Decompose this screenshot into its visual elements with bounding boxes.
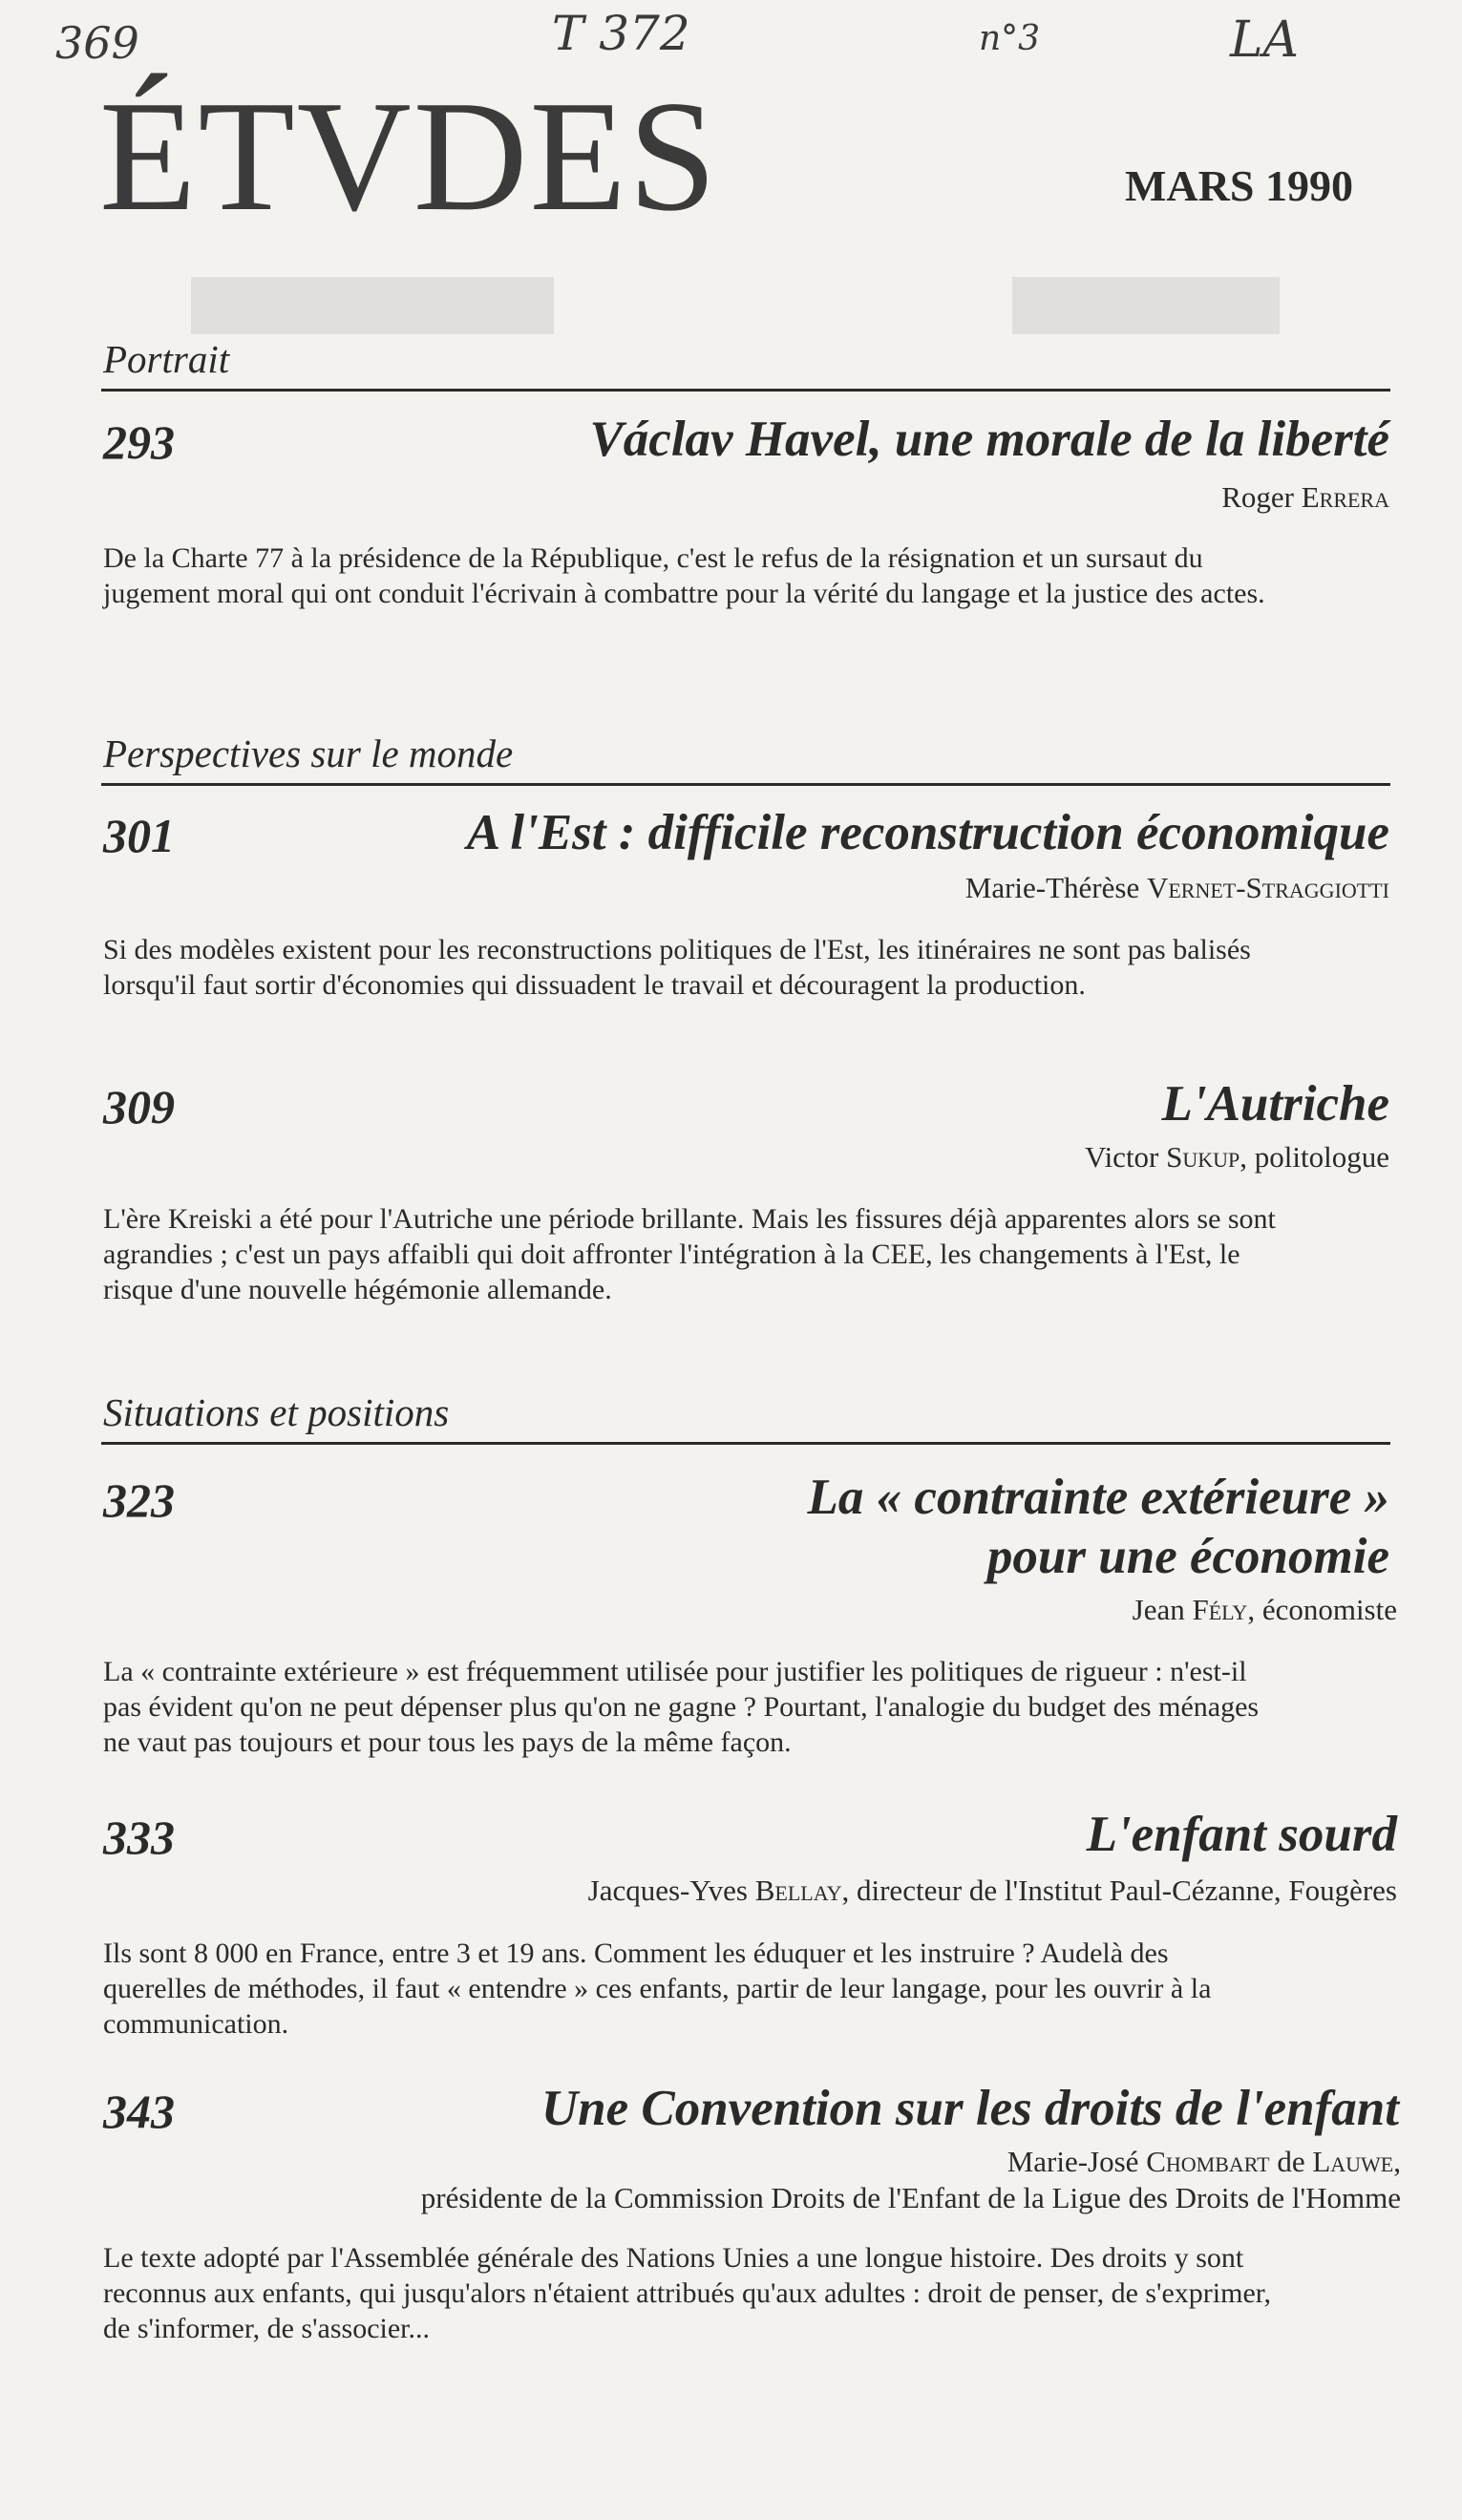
section-rubric: Portrait xyxy=(103,337,230,381)
article-summary: L'ère Kreiski a été pour l'Autriche une période brillante. Mais les fissures déjà apparentes alors se sont agrandies ; c'est un pays affaibli qui doit affronter l'intégration à la CEE, les changements à l'Est, le risque d'une nouvelle hégémonie allemande. xyxy=(103,1203,1276,1305)
author-first-name: Jean xyxy=(1132,1593,1185,1626)
article-summary: De la Charte 77 à la présidence de la République, c'est le refus de la résignation et un sursaut du jugement moral qui ont conduit l'écrivain à combattre pour la vérité du langage et la justice des actes. xyxy=(103,542,1265,609)
author-last-name: Errera xyxy=(1301,480,1389,514)
author-last-name: Lauwe xyxy=(1312,2145,1394,2178)
author-last-name: Bellay xyxy=(754,1874,842,1907)
article-summary: Le texte adopté par l'Assemblée générale des Nations Unies a une longue histoire. Des droits y sont reconnus aux enfants, qui jusqu'alors n'étaient attribués qu'aux adultes : droit de penser, de s'exprimer, de s'informer, de s'associer... xyxy=(103,2242,1272,2344)
bleed-through-block xyxy=(1012,277,1280,334)
article-summary: La « contrainte extérieure » est fréquemment utilisée pour justifier les politiques de rigueur : n'est-il pas évident qu'on ne peut dépenser plus qu'on ne gagne ? Pourtant, l'analogie du budget des ménages ne vaut pas toujours et pour tous les pays de la même façon. xyxy=(103,1656,1260,1758)
author-first-name: Marie-José xyxy=(1006,2145,1139,2178)
article-title-line-1: La « contrainte extérieure » xyxy=(807,1470,1389,1525)
article-author xyxy=(588,1874,1397,1908)
article-title-line-2: pour une économie xyxy=(986,1529,1389,1584)
handwritten-note: 369 xyxy=(55,17,139,69)
article-author xyxy=(965,871,1389,905)
author-first-name: Marie-Thérèse xyxy=(964,871,1140,904)
section-rule xyxy=(101,389,1390,392)
author-suffix: , xyxy=(1393,2145,1401,2178)
article-author xyxy=(1133,1593,1397,1627)
section-rule xyxy=(101,783,1390,786)
author-last-name: Fély xyxy=(1192,1593,1248,1626)
section-rubric: Situations et positions xyxy=(103,1390,450,1434)
author-suffix: , politologue xyxy=(1240,1140,1389,1174)
article-title: Václav Havel, une morale de la liberté xyxy=(589,412,1389,467)
article-author xyxy=(1221,480,1389,515)
article-title: L'Autriche xyxy=(1161,1076,1389,1132)
author-suffix: , directeur de l'Institut Paul-Cézanne, Fougères xyxy=(841,1874,1397,1907)
author-last-name: Vernet-Straggiotti xyxy=(1146,871,1389,904)
issue-date: MARS 1990 xyxy=(1125,161,1353,210)
article-author xyxy=(1085,1140,1389,1175)
article-page-number: 343 xyxy=(103,2085,175,2138)
article-summary: Si des modèles existent pour les reconstructions politiques de l'Est, les itinéraires ne sont pas balisés lorsqu'il faut sortir d'économies qui dissuadent le travail et découragent la production. xyxy=(103,934,1251,1001)
article-page-number: 301 xyxy=(103,809,175,862)
author-particle: de xyxy=(1277,2145,1305,2178)
author-suffix: , économiste xyxy=(1247,1593,1397,1626)
article-page-number: 323 xyxy=(103,1473,175,1527)
journal-title: ÉTVDES xyxy=(99,68,719,244)
author-first-name: Roger xyxy=(1221,480,1294,514)
author-role: présidente de la Commission Droits de l'Enfant de la Ligue des Droits de l'Homme xyxy=(420,2181,1401,2214)
handwritten-note: n°3 xyxy=(979,19,1041,58)
author-last-name: Chombart xyxy=(1146,2145,1270,2178)
article-page-number: 293 xyxy=(103,415,175,469)
article-page-number: 309 xyxy=(103,1080,175,1133)
article-summary: Ils sont 8 000 en France, entre 3 et 19 ans. Comment les éduquer et les instruire ? Audelà des querelles de méthodes, il faut « entendre » ces enfants, partir de leur langage, pour les ouvrir à la communication. xyxy=(103,1938,1212,2040)
bleed-through-block xyxy=(191,277,554,334)
article-title: Une Convention sur les droits de l'enfant xyxy=(540,2081,1399,2136)
section-rubric: Perspectives sur le monde xyxy=(103,731,514,775)
section-rule xyxy=(101,1442,1390,1445)
article-page-number: 333 xyxy=(103,1811,175,1864)
handwritten-note: LA xyxy=(1230,11,1300,69)
article-author xyxy=(1007,2145,1401,2179)
author-first-name: Victor xyxy=(1085,1140,1159,1174)
author-first-name: Jacques-Yves xyxy=(587,1874,748,1907)
author-last-name: Sukup xyxy=(1166,1140,1240,1174)
handwritten-note: T 372 xyxy=(552,6,690,61)
article-title: L'enfant sourd xyxy=(1086,1807,1397,1862)
article-title: A l'Est : difficile reconstruction économique xyxy=(466,805,1389,860)
